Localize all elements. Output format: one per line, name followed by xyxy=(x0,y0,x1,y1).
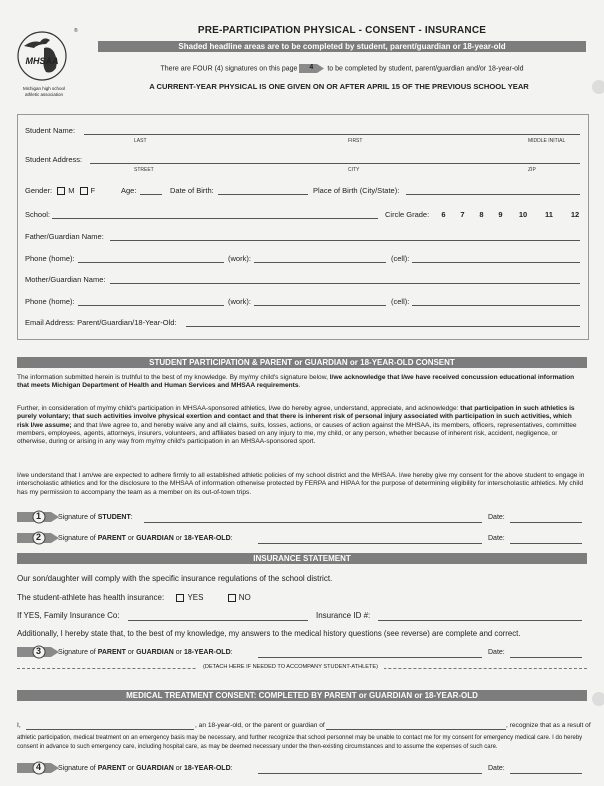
place-of-birth-field[interactable] xyxy=(406,194,580,195)
student-name-label: Student Name: xyxy=(25,126,76,135)
insurance-line-1: Our son/daughter will comply with the specific insurance regulations of the school district. xyxy=(17,574,333,583)
phone-home-field-2[interactable] xyxy=(78,305,224,306)
signature-count-post: to be completed by student, parent/guardian and/or 18-year-old xyxy=(327,65,524,73)
gender-m-checkbox[interactable] xyxy=(57,187,65,195)
gender-row xyxy=(25,186,95,195)
signature-4-field[interactable] xyxy=(258,773,482,774)
insurance-no-label: NO xyxy=(238,593,251,602)
insurance-no-checkbox[interactable] xyxy=(228,594,236,602)
consent-paragraph-1: The information submitted herein is truthful to the best of my knowledge. By my/my child's signature below, I/we acknowledge that I/we have received concussion educational information that meets Michigan Department of Health and Human Services and MHSAA requirements. xyxy=(17,374,575,390)
insurance-heading-bar: INSURANCE STATEMENT xyxy=(17,553,587,564)
email-field[interactable] xyxy=(186,326,580,327)
medical-name-field[interactable] xyxy=(26,729,194,730)
mother-guardian-field[interactable] xyxy=(110,283,580,284)
phone-work-label-1: (work): xyxy=(228,254,251,263)
grade-8[interactable]: 8 xyxy=(479,210,484,219)
signature-4-badge: 4 xyxy=(17,761,47,774)
age-field[interactable] xyxy=(140,194,162,195)
grade-11[interactable]: 11 xyxy=(545,210,553,219)
consent-paragraph-3: I/we understand that I am/we are expected to adhere firmly to all established athletic policies of my school district and the MHSAA. I/we hereby give my consent for the above student to engage in interscholastic athletics and for the disclosure to the MHSAA of information otherwise protected by FERPA and HIPAA for the purpose of determining eligibility for interscholastic athletics. My child has my permission to accompany the team as a member on its out-of-town trips. xyxy=(17,472,585,496)
health-insurance-label: The student-athlete has health insurance: xyxy=(17,593,165,602)
mhsaa-logo xyxy=(14,24,84,104)
signature-1-date-field[interactable] xyxy=(510,522,582,523)
signature-1-field[interactable] xyxy=(144,522,482,523)
shaded-note-bar: Shaded headline areas are to be completed by student, parent/guardian or 18-year-old xyxy=(98,41,586,52)
grade-12[interactable]: 12 xyxy=(570,210,580,219)
age-label: Age: xyxy=(121,186,137,195)
mother-guardian-label: Mother/Guardian Name: xyxy=(25,275,106,284)
signature-count-note xyxy=(96,63,588,74)
medical-heading-bar: MEDICAL TREATMENT CONSENT: COMPLETED BY PARENT or GUARDIAN or 18-YEAR-OLD xyxy=(17,690,587,701)
student-info-box xyxy=(17,114,589,340)
hole-punch xyxy=(592,692,604,706)
logo-brand: MHSAA xyxy=(25,56,59,66)
signature-1-date-label: Date: xyxy=(488,514,505,521)
grade-7[interactable]: 7 xyxy=(460,210,465,219)
insurance-line-2 xyxy=(17,593,251,602)
place-of-birth-label: Place of Birth (City/State): xyxy=(313,186,400,195)
phone-work-label-2: (work): xyxy=(228,297,251,306)
father-guardian-field[interactable] xyxy=(110,240,580,241)
medical-mid-text: , an 18-year-old, or the parent or guardian of xyxy=(195,722,325,729)
page-title: PRE-PARTICIPATION PHYSICAL - CONSENT - INSURANCE xyxy=(197,25,487,36)
circle-grade-label: Circle Grade: xyxy=(385,210,430,219)
gender-m-label: M xyxy=(68,186,75,195)
signature-3-field[interactable] xyxy=(258,657,482,658)
father-guardian-label: Father/Guardian Name: xyxy=(25,232,104,241)
middle-caption: MIDDLE INITIAL xyxy=(528,138,566,144)
first-caption: FIRST xyxy=(348,138,363,144)
phone-work-field-1[interactable] xyxy=(254,262,386,263)
signature-3-date-label: Date: xyxy=(488,649,505,656)
consent-paragraph-2: Further, in consideration of my/my child's participation in MHSAA-sponsored athletics, I/we do hereby agree, understand, appreciate, and acknowledge: that participation in such athletics is purely voluntary; that such activities involve physical exertion and contact and that there is inherent risk of personal injury associated with participation in such activities, which risk I/we assume; and that I/we agree to, and hereby waive any and all claims, suits, losses, actions, or causes of action against the MHSAA, its members, officers, representatives, committee members, employees, agents, attorneys, insurers, volunteers, and affiliates based on any injury to me, my child, or any person, whether because of inherent risk, accident, negligence, or otherwise, during or arising in any way from my/my child's participation in an MHSAA-sponsored sport. xyxy=(17,405,577,446)
insurance-yes-label: YES xyxy=(187,593,204,602)
signature-4-label: Signature of PARENT or GUARDIAN or 18-YEAR-OLD: xyxy=(58,765,233,772)
student-address-field[interactable] xyxy=(90,163,580,164)
hole-punch xyxy=(592,80,604,94)
phone-cell-field-1[interactable] xyxy=(412,262,580,263)
gender-label: Gender: xyxy=(25,186,53,195)
signature-count-pre: There are FOUR (4) signatures on this page xyxy=(160,65,298,73)
school-label: School: xyxy=(25,210,51,219)
phone-cell-label-2: (cell): xyxy=(391,297,410,306)
insurance-id-field[interactable] xyxy=(378,620,582,621)
signature-1-label: Signature of STUDENT: xyxy=(58,514,133,521)
email-label: Email Address: Parent/Guardian/18-Year-Old: xyxy=(25,318,177,327)
grade-6[interactable]: 6 xyxy=(441,210,446,219)
signature-3-badge: 3 xyxy=(17,645,47,658)
medical-body: athletic participation, medical treatment on an emergency basis may be necessary, and further recognize that school personnel may be unable to contact me for my consent for emergency medical care. I do hereby consent in advance to such emergency care, including hospital care, as may be deemed necessary under the then-existing circumstances and to assume the expenses of such care. xyxy=(17,735,583,750)
phone-home-label-1: Phone (home): xyxy=(25,254,75,263)
signature-3-label: Signature of PARENT or GUARDIAN or 18-YEAR-OLD: xyxy=(58,649,233,656)
medical-student-field[interactable] xyxy=(326,729,506,730)
phone-home-label-2: Phone (home): xyxy=(25,297,75,306)
family-insurance-label: If YES, Family Insurance Co: xyxy=(17,611,120,620)
street-caption: STREET xyxy=(134,167,154,173)
zip-caption: ZIP xyxy=(528,167,536,173)
signature-4-date-field[interactable] xyxy=(510,773,582,774)
grade-options xyxy=(434,210,588,219)
signature-2-badge: 2 xyxy=(17,531,47,544)
insurance-yes-checkbox[interactable] xyxy=(176,594,184,602)
logo-caption-2: athletic association xyxy=(24,92,64,97)
physical-rule: A CURRENT-YEAR PHYSICAL IS ONE GIVEN ON OR AFTER APRIL 15 OF THE PREVIOUS SCHOOL YEAR xyxy=(149,82,529,91)
phone-cell-label-1: (cell): xyxy=(391,254,410,263)
signature-2-date-field[interactable] xyxy=(510,543,582,544)
signature-4-date-label: Date: xyxy=(488,765,505,772)
signature-count-badge: 4 xyxy=(299,63,325,74)
gender-f-label: F xyxy=(90,186,96,195)
signature-1-badge: 1 xyxy=(17,510,47,523)
city-caption: CITY xyxy=(348,167,360,173)
phone-work-field-2[interactable] xyxy=(254,305,386,306)
gender-f-checkbox[interactable] xyxy=(80,187,88,195)
dob-field[interactable] xyxy=(218,194,308,195)
medical-i-label: I, xyxy=(17,722,21,729)
signature-2-label: Signature of PARENT or GUARDIAN or 18-YEAR-OLD: xyxy=(58,535,233,542)
grade-10[interactable]: 10 xyxy=(518,210,528,219)
medical-end-text: , recognize that as a result of xyxy=(506,722,591,729)
signature-2-field[interactable] xyxy=(258,543,482,544)
insurance-id-label: Insurance ID #: xyxy=(316,611,371,620)
signature-2-date-label: Date: xyxy=(488,535,505,542)
detach-note: (DETACH HERE IF NEEDED TO ACCOMPANY STUDENT-ATHLETE) xyxy=(197,664,384,670)
logo-caption-1: Michigan high school xyxy=(22,86,66,91)
consent-heading-bar: STUDENT PARTICIPATION & PARENT or GUARDIAN or 18-YEAR-OLD CONSENT xyxy=(17,357,587,368)
phone-home-field-1[interactable] xyxy=(78,262,224,263)
last-caption: LAST xyxy=(134,138,147,144)
student-address-label: Student Address: xyxy=(25,155,83,164)
family-insurance-field[interactable] xyxy=(128,620,308,621)
svg-text:®: ® xyxy=(74,28,78,34)
michigan-map-icon xyxy=(14,24,84,84)
dob-label: Date of Birth: xyxy=(170,186,214,195)
insurance-line-4: Additionally, I hereby state that, to the best of my knowledge, my answers to the medical history questions (see reverse) are complete and correct. xyxy=(17,629,521,638)
school-field[interactable] xyxy=(52,218,378,219)
signature-3-date-field[interactable] xyxy=(510,657,582,658)
grade-9[interactable]: 9 xyxy=(498,210,503,219)
student-name-field[interactable] xyxy=(84,134,580,135)
phone-cell-field-2[interactable] xyxy=(412,305,580,306)
